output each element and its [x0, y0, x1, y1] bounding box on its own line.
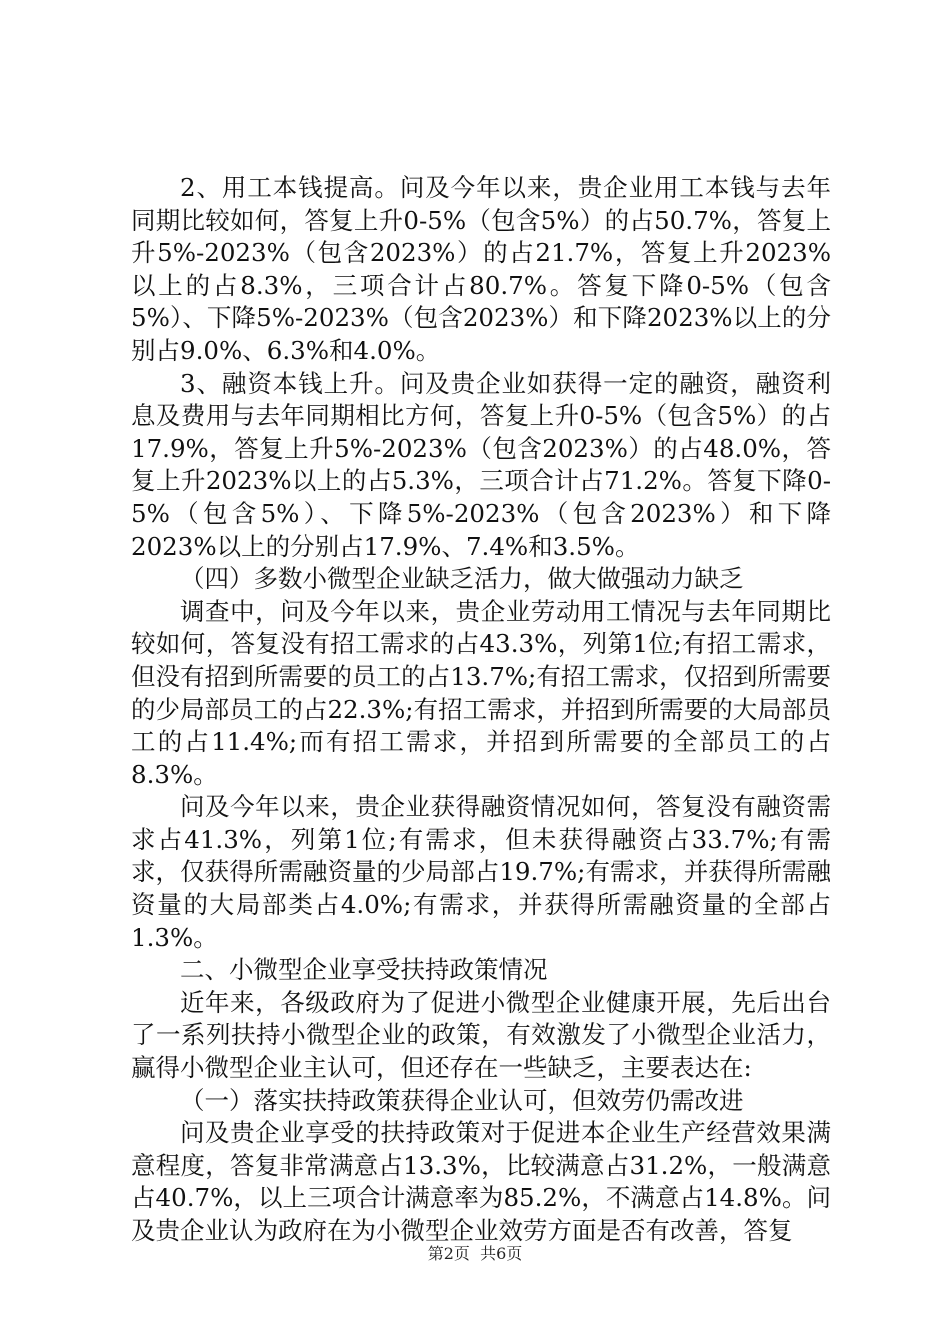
section-heading-lack-vitality: （四）多数小微型企业缺乏活力，做大做强动力缺乏	[180, 564, 744, 594]
page-footer	[0, 1241, 950, 1264]
page-total: 共6页	[480, 1244, 523, 1263]
paragraph-labor-cost: 2、用工本钱提高。问及今年以来，贵企业用工本钱与去年同期比较如何，答复上升0-5%（包含5%）的占50.7%，答复上升5%-2023%（包含2023%）的占21.7%，答复上升2023%以上的占8.3%，三项合计占80.7%。答复下降0-5%（包含5%）、下降5%-2023%（包含2023%）和下降2023%以上的分别占9.0%、6.3%和4.0%。	[131, 173, 831, 365]
paragraph-labor-recruitment: 调查中，问及今年以来，贵企业劳动用工情况与去年同期比较如何，答复没有招工需求的占43.3%，列第1位;有招工需求，但没有招到所需要的员工的占13.7%;有招工需求，仅招到所需要的少局部员工的占22.3%;有招工需求，并招到所需要的大局部员工的占11.4%;而有招工需求，并招到所需要的全部员工的占8.3%。	[131, 596, 831, 789]
paragraph-financing-cost: 3、融资本钱上升。问及贵企业如获得一定的融资，融资利息及费用与去年同期相比方何，答复上升0-5%（包含5%）的占17.9%，答复上升5%-2023%（包含2023%）的占48.0%，答复上升2023%以上的占5.3%，三项合计占71.2%。答复下降0-5%（包含5%）、下降5%-2023%（包含2023%）和下降2023%以上的分别占17.9%、7.4%和3.5%。	[131, 368, 831, 561]
paragraph-policy-overview: 近年来，各级政府为了促进小微型企业健康开展，先后出台了一系列扶持小微型企业的政策，有效激发了小微型企业活力，赢得小微型企业主认可，但还存在一些缺乏，主要表达在:	[131, 987, 831, 1083]
document-body	[131, 172, 831, 1248]
section-heading-policy-recognition: （一）落实扶持政策获得企业认可，但效劳仍需改进	[180, 1085, 744, 1115]
section-heading-support-policies: 二、小微型企业享受扶持政策情况	[180, 955, 548, 985]
paragraph-financing-situation: 问及今年以来，贵企业获得融资情况如何，答复没有融资需求占41.3%，列第1位;有需求，但未获得融资占33.7%;有需求，仅获得所需融资量的少局部占19.7%;有需求，并获得所需融资量的大局部类占4.0%;有需求，并获得所需融资量的全部占1.3%。	[131, 792, 831, 952]
paragraph-satisfaction: 问及贵企业享受的扶持政策对于促进本企业生产经营效果满意程度，答复非常满意占13.3%，比较满意占31.2%，一般满意占40.7%，以上三项合计满意率为85.2%，不满意占14.8%。问及贵企业认为政府在为小微型企业效劳方面是否有改善，答复	[131, 1118, 831, 1245]
page-number: 第2页	[427, 1244, 470, 1263]
